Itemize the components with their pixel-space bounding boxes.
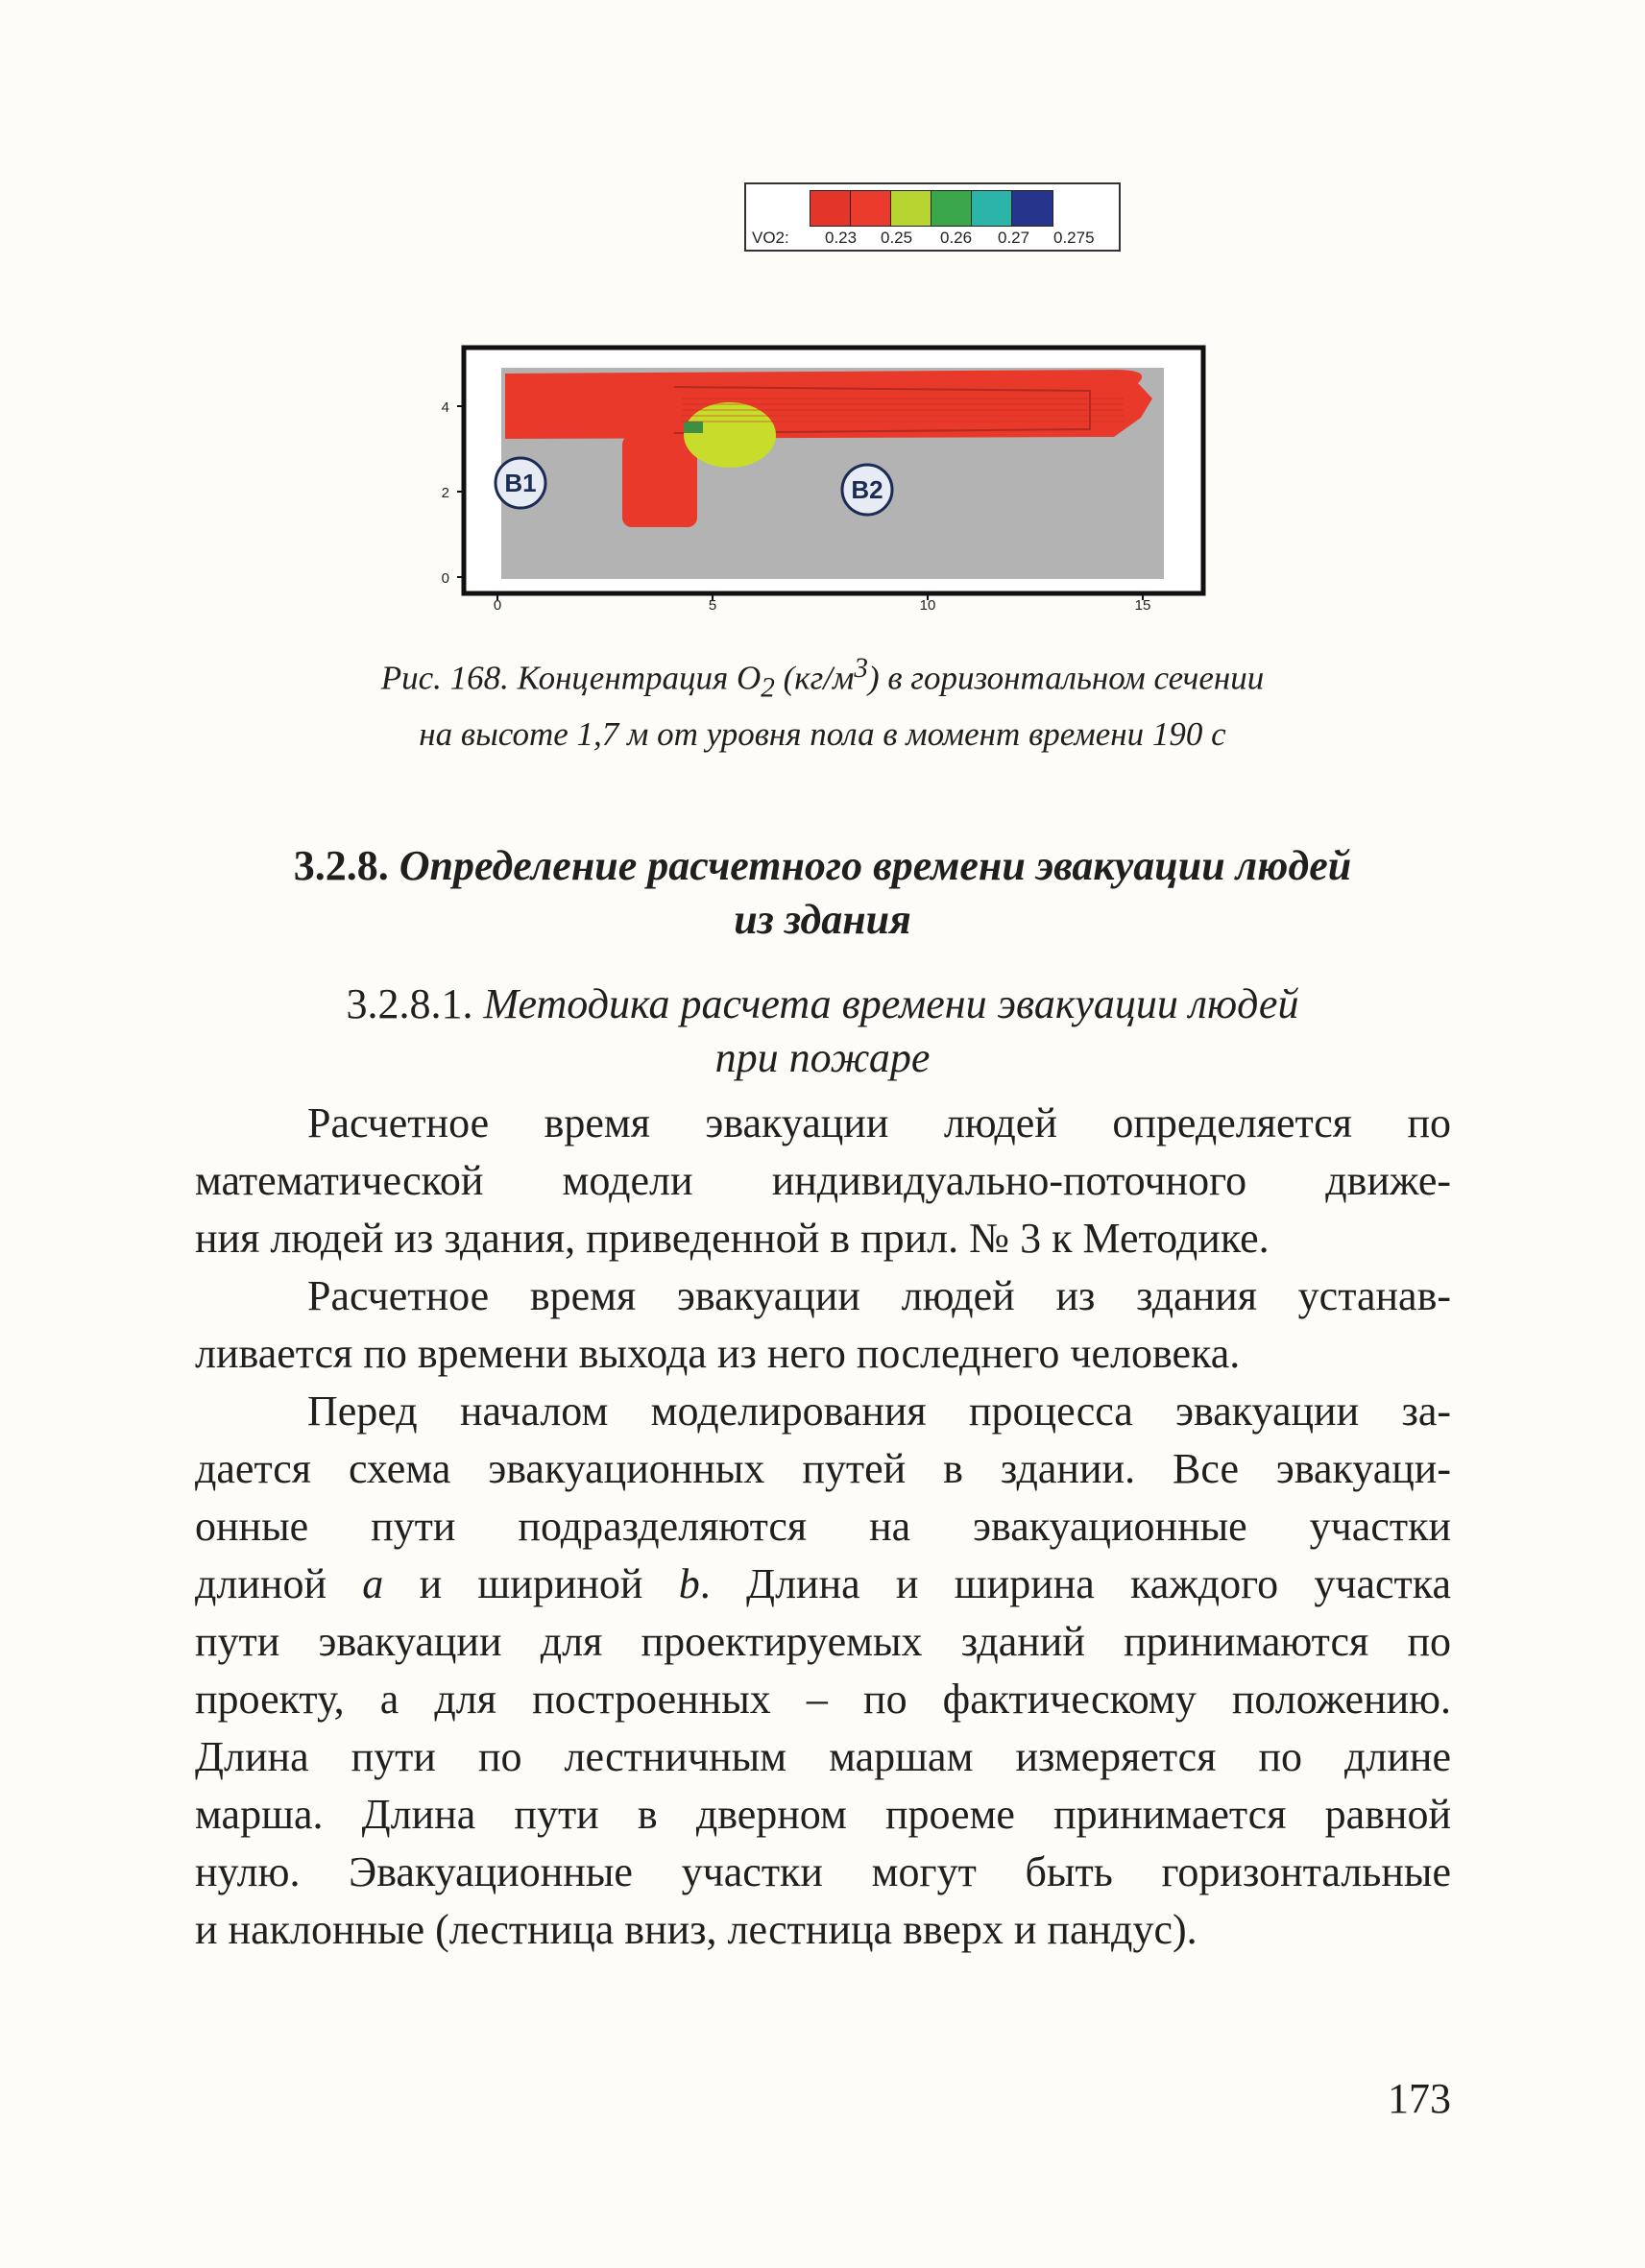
legend-swatch	[810, 191, 851, 226]
color-legend	[744, 182, 1121, 252]
paragraph-3	[195, 1383, 1451, 1959]
text-line: онные пути подразделяются на эвакуационные участки	[195, 1503, 1451, 1550]
text-line: дается схема эвакуационных путей в здании. Все эвакуаци-	[195, 1445, 1451, 1492]
y-tick-label: 2	[441, 485, 449, 501]
page-number: 173	[1388, 2075, 1451, 2122]
oxygen-concentration-plot	[423, 341, 1229, 629]
legend-swatch	[1012, 191, 1052, 226]
caption-line-1: Рис. 168. Концентрация $O_2$ $(кг/м^3)$ в горизонтальном сечении	[380, 653, 1265, 704]
section-title-line-2: из здания	[734, 896, 911, 943]
text-line: проекту, а для построенных – по фактическому положению.	[195, 1676, 1451, 1723]
subsection-heading	[144, 977, 1501, 1085]
legend-tick: 0.25	[881, 229, 913, 247]
legend-swatch	[972, 191, 1012, 226]
y-tick-label: 0	[441, 570, 449, 587]
section-number: 3.2.8.	[293, 842, 389, 889]
legend-variable: VO2:	[752, 229, 789, 247]
section-title-line-1: Определение расчетного времени эвакуации людей	[399, 842, 1352, 889]
caption-line-2: на высоте 1,7 м от уровня пола в момент времени 190 с	[419, 714, 1226, 753]
stair-region	[622, 435, 697, 527]
text-line: пути эвакуации для проектируемых зданий принимаются по	[195, 1618, 1451, 1665]
body-text	[195, 1095, 1451, 1959]
variable-b: b	[678, 1560, 700, 1607]
text-line: математической модели индивидуально-поточного движе-	[195, 1157, 1451, 1204]
legend-tick: 0.275	[1053, 229, 1095, 247]
marker-b2-label: B2	[851, 475, 883, 504]
paragraph-1	[195, 1095, 1451, 1267]
paragraph-2	[195, 1267, 1451, 1383]
legend-swatch	[931, 191, 972, 226]
legend-swatch	[891, 191, 931, 226]
lowest-oxygen-zone	[684, 422, 703, 433]
y-tick-label: 4	[441, 399, 449, 416]
x-tick-label: 5	[708, 597, 717, 614]
figure-caption	[192, 645, 1453, 758]
subsection-title-line-1: Методика расчета времени эвакуации людей	[483, 980, 1299, 1027]
legend-tick: 0.26	[940, 229, 973, 247]
text-line: ния людей из здания, приведенной в прил. № 3 к Методике.	[195, 1215, 1270, 1262]
legend-tick: 0.27	[998, 229, 1030, 247]
text-line: нулю. Эвакуационные участки могут быть горизонтальные	[195, 1848, 1451, 1895]
x-tick-label: 0	[493, 597, 502, 614]
subsection-title-line-2: при пожаре	[714, 1034, 931, 1081]
legend-swatch	[851, 191, 891, 226]
text-line: и наклонные (лестница вниз, лестница вверх и пандус).	[195, 1906, 1197, 1953]
text-line: марша. Длина пути в дверном проеме принимается равной	[195, 1791, 1451, 1838]
legend-color-bar	[810, 190, 1053, 227]
legend-tick: 0.23	[825, 229, 858, 247]
text-line: Расчетное время эвакуации людей определяется по	[307, 1099, 1451, 1146]
subsection-number: 3.2.8.1.	[346, 980, 473, 1027]
marker-b1-label: B1	[504, 469, 537, 497]
x-tick-label: 15	[1134, 597, 1151, 614]
variable-a: a	[362, 1560, 384, 1607]
section-heading	[144, 839, 1501, 947]
text-line: ливается по времени выхода из него последнего человека.	[195, 1330, 1241, 1377]
low-oxygen-zone	[684, 402, 776, 468]
x-tick-label: 10	[919, 597, 936, 614]
text-line: Расчетное время эвакуации людей из здания устанав-	[307, 1272, 1451, 1319]
text-line: Длина пути по лестничным маршам измеряется по длине	[195, 1733, 1451, 1780]
text-line: длиной a и шириной b. Длина и ширина каждого участка	[195, 1560, 1452, 1607]
text-line: Перед началом моделирования процесса эвакуации за-	[307, 1387, 1451, 1435]
